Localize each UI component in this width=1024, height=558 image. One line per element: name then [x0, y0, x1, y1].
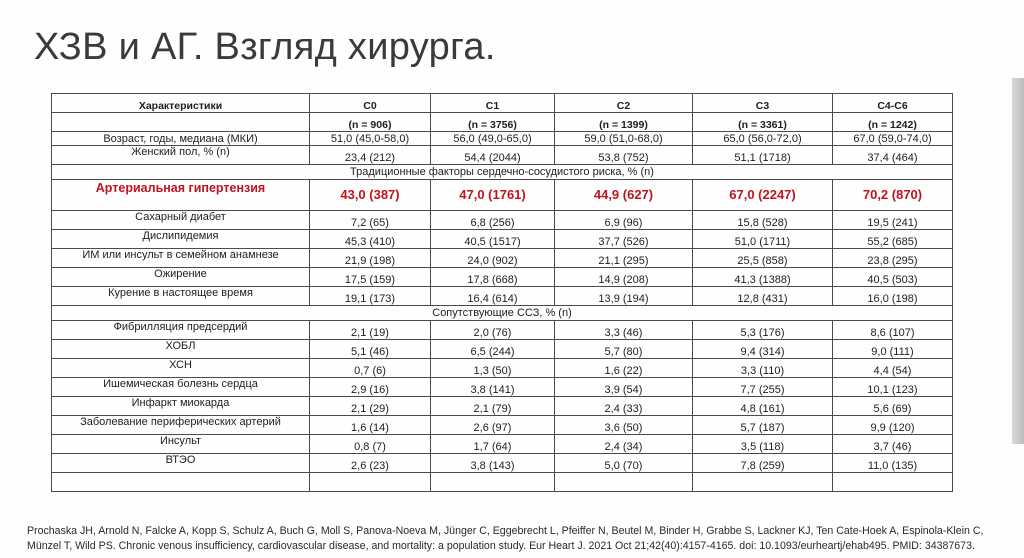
row-label: ВТЭО: [52, 454, 310, 473]
table-cell: 2,1 (19): [310, 321, 431, 340]
table-row: [52, 132, 953, 146]
table-cell: 3,7 (46): [833, 435, 953, 454]
table-cell: [310, 473, 431, 492]
table-header-n: (n = 906): [310, 113, 431, 132]
table-cell: 2,1 (79): [431, 397, 555, 416]
table-cell: 8,6 (107): [833, 321, 953, 340]
table-header-col: C0: [310, 94, 431, 113]
table-cell: 16,0 (198): [833, 287, 953, 306]
table-row: [52, 249, 953, 268]
table-cell: 17,5 (159): [310, 268, 431, 287]
table-cell: 0,8 (7): [310, 435, 431, 454]
table-cell: 21,9 (198): [310, 249, 431, 268]
row-label: Инфаркт миокарда: [52, 397, 310, 416]
table-row: [52, 146, 953, 165]
row-label: Ишемическая болезнь сердца: [52, 378, 310, 397]
row-label: Фибрилляция предсердий: [52, 321, 310, 340]
table-cell: 1,3 (50): [431, 359, 555, 378]
table-cell: 19,5 (241): [833, 211, 953, 230]
table-cell: 40,5 (1517): [431, 230, 555, 249]
row-label: ХСН: [52, 359, 310, 378]
row-label: ИМ или инсульт в семейном анамнезе: [52, 249, 310, 268]
table-cell: 56,0 (49,0-65,0): [431, 132, 555, 146]
table-cell: 44,9 (627): [555, 180, 693, 211]
table-cell: 7,8 (259): [693, 454, 833, 473]
row-label: Инсульт: [52, 435, 310, 454]
table-cell: 55,2 (685): [833, 230, 953, 249]
table-cell: 23,4 (212): [310, 146, 431, 165]
table-cell: 40,5 (503): [833, 268, 953, 287]
table-cell: 14,9 (208): [555, 268, 693, 287]
citation: [27, 524, 1017, 554]
table-cell: 5,3 (176): [693, 321, 833, 340]
table-cell: 2,9 (16): [310, 378, 431, 397]
table-cell: 45,3 (410): [310, 230, 431, 249]
section-row: [52, 165, 953, 180]
table-cell: 12,8 (431): [693, 287, 833, 306]
table-cell: 5,7 (80): [555, 340, 693, 359]
table-header-n: (n = 1399): [555, 113, 693, 132]
table-row: [52, 359, 953, 378]
table-row: [52, 454, 953, 473]
table-cell: 1,7 (64): [431, 435, 555, 454]
table-cell: 59,0 (51,0-68,0): [555, 132, 693, 146]
row-label: Курение в настоящее время: [52, 287, 310, 306]
table-cell: 3,8 (141): [431, 378, 555, 397]
table-cell: 4,4 (54): [833, 359, 953, 378]
table-cell: 3,3 (110): [693, 359, 833, 378]
table-cell: 23,8 (295): [833, 249, 953, 268]
table-cell: 43,0 (387): [310, 180, 431, 211]
table-cell: 3,5 (118): [693, 435, 833, 454]
table-header-col: C2: [555, 94, 693, 113]
table-cell: 54,4 (2044): [431, 146, 555, 165]
table-cell: 9,4 (314): [693, 340, 833, 359]
table-row: [52, 416, 953, 435]
table-cell: 2,4 (34): [555, 435, 693, 454]
table-cell: 67,0 (59,0-74,0): [833, 132, 953, 146]
row-label: Ожирение: [52, 268, 310, 287]
table-cell: 51,0 (45,0-58,0): [310, 132, 431, 146]
table-cell: 25,5 (858): [693, 249, 833, 268]
page-title: ХЗВ и АГ. Взгляд хирурга.: [34, 26, 496, 68]
table-cell: 6,8 (256): [431, 211, 555, 230]
table-cell: [693, 473, 833, 492]
table-cell: 67,0 (2247): [693, 180, 833, 211]
row-label: Возраст, годы, медиана (МКИ): [52, 132, 310, 146]
row-label: Женский пол, % (n): [52, 146, 310, 165]
section-heading: Традиционные факторы сердечно-сосудистого риска, % (n): [52, 165, 953, 180]
table-cell: [833, 473, 953, 492]
table-cell: 1,6 (14): [310, 416, 431, 435]
table-header-n: (n = 3756): [431, 113, 555, 132]
table-cell: 51,0 (1711): [693, 230, 833, 249]
table-row: [52, 473, 953, 492]
table-cell: 2,0 (76): [431, 321, 555, 340]
table-header-row: [52, 94, 953, 113]
table-row: [52, 287, 953, 306]
table-row: [52, 321, 953, 340]
table-cell: 3,8 (143): [431, 454, 555, 473]
table-cell: 9,0 (111): [833, 340, 953, 359]
table-cell: 7,7 (255): [693, 378, 833, 397]
row-label: Заболевание периферических артерий: [52, 416, 310, 435]
table-cell: 53,8 (752): [555, 146, 693, 165]
table-cell: 19,1 (173): [310, 287, 431, 306]
table-row: [52, 230, 953, 249]
data-table: [51, 93, 953, 492]
table-cell: 5,6 (69): [833, 397, 953, 416]
table-cell: 15,8 (528): [693, 211, 833, 230]
row-label: ХОБЛ: [52, 340, 310, 359]
table-cell: 5,1 (46): [310, 340, 431, 359]
table-cell: 24,0 (902): [431, 249, 555, 268]
table-cell: 2,4 (33): [555, 397, 693, 416]
table-cell: 3,9 (54): [555, 378, 693, 397]
table-cell: 37,7 (526): [555, 230, 693, 249]
table-cell: 0,7 (6): [310, 359, 431, 378]
table-cell: 7,2 (65): [310, 211, 431, 230]
table-cell: 6,5 (244): [431, 340, 555, 359]
table-cell: 51,1 (1718): [693, 146, 833, 165]
table-cell: 10,1 (123): [833, 378, 953, 397]
table-header-label: Характеристики: [52, 94, 310, 113]
table-header-col: C3: [693, 94, 833, 113]
table-cell: 2,6 (23): [310, 454, 431, 473]
table-cell: 37,4 (464): [833, 146, 953, 165]
citation-line: Prochaska JH, Arnold N, Falcke A, Kopp S, Schulz A, Buch G, Moll S, Panova-Noeva M, Jünger C, Eggebrecht L, Pfeiffer N, Beutel M, Binder H, Grabbe S, Lackner KJ, Ten Cate-Hoek A, Espinola-Klein C,: [27, 525, 984, 537]
table-row: [52, 211, 953, 230]
row-label: Дислипидемия: [52, 230, 310, 249]
table-row: [52, 268, 953, 287]
table-header-n-row: [52, 113, 953, 132]
table-cell: 16,4 (614): [431, 287, 555, 306]
table-cell: 47,0 (1761): [431, 180, 555, 211]
table-header-n: (n = 1242): [833, 113, 953, 132]
table-cell: 13,9 (194): [555, 287, 693, 306]
section-heading: Сопутствующие ССЗ, % (n): [52, 306, 953, 321]
citation-line: Münzel T, Wild PS. Chronic venous insufficiency, cardiovascular disease, and mortality: a population study. Eur Heart J. 2021 Oct 21;42(40):4157-4165. doi: 10.1093/eurheartj/ehab495. PMID: 34387673.: [27, 540, 975, 552]
row-label: Сахарный диабет: [52, 211, 310, 230]
table-cell: 3,3 (46): [555, 321, 693, 340]
table-row: [52, 435, 953, 454]
table-cell: 9,9 (120): [833, 416, 953, 435]
table-cell: 3,6 (50): [555, 416, 693, 435]
table-header-n: (n = 3361): [693, 113, 833, 132]
table-cell: 5,0 (70): [555, 454, 693, 473]
table-row-highlight: [52, 180, 953, 211]
table-cell: 1,6 (22): [555, 359, 693, 378]
table-cell: 17,8 (668): [431, 268, 555, 287]
table-cell: 5,7 (187): [693, 416, 833, 435]
table-cell: 70,2 (870): [833, 180, 953, 211]
table-header-col: C4-C6: [833, 94, 953, 113]
row-label: Артериальная гипертензия: [52, 180, 310, 211]
row-label: [52, 473, 310, 492]
table-row: [52, 378, 953, 397]
table-cell: 21,1 (295): [555, 249, 693, 268]
table-header-col: C1: [431, 94, 555, 113]
table-cell: [555, 473, 693, 492]
side-strip: [1012, 78, 1024, 444]
table-cell: 4,8 (161): [693, 397, 833, 416]
table-row: [52, 340, 953, 359]
table-row: [52, 397, 953, 416]
table-cell: 41,3 (1388): [693, 268, 833, 287]
table-cell: 6,9 (96): [555, 211, 693, 230]
table-cell: 65,0 (56,0-72,0): [693, 132, 833, 146]
table-cell: [431, 473, 555, 492]
table-cell: 11,0 (135): [833, 454, 953, 473]
table-cell: 2,1 (29): [310, 397, 431, 416]
table-cell: 2,6 (97): [431, 416, 555, 435]
section-row: [52, 306, 953, 321]
